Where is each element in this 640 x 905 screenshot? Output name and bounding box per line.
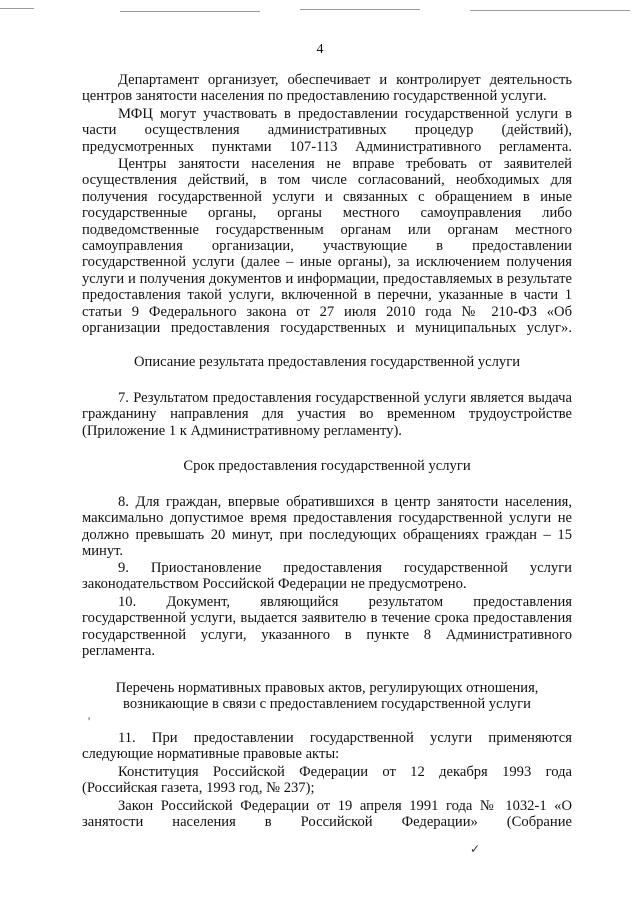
scan-artifact-line xyxy=(470,10,630,11)
heading-acts-line1: Перечень нормативных правовых актов, регулирующих отношения, xyxy=(115,680,539,696)
scan-artifact-line xyxy=(120,11,260,12)
heading-term: Срок предоставления государственной услуги xyxy=(183,458,471,474)
scan-artifact-line xyxy=(300,9,420,10)
paragraph-department: Департамент организует, обеспечивает и контролирует деятельность центров занятости населения по предоставлению государственной услуги. xyxy=(82,72,572,105)
heading-result: Описание результата предоставления государственной услуги xyxy=(133,354,521,370)
page-number: 4 xyxy=(316,42,324,57)
stray-mark: ' xyxy=(88,714,91,728)
paragraph-11: 11. При предоставлении государственной услуги применяются следующие нормативные правовые акты: xyxy=(82,730,572,763)
paragraph-8: 8. Для граждан, впервые обратившихся в центр занятости населения, максимально допустимое время предоставления государственной услуги не должно превышать 20 минут, при последующих обращениях граждан – 15 минут. xyxy=(82,494,572,560)
paragraph-9: 9. Приостановление предоставления государственной услуги законодательством Российской Федерации не предусмотрено. xyxy=(82,560,572,593)
paragraph-10: 10. Документ, являющийся результатом предоставления государственной услуги, выдается заявителю в течение срока предоставления государственной услуги, указанного в пункте 8 Административного регламента. xyxy=(82,594,572,660)
heading-acts-line2: возникающие в связи с предоставлением государственной услуги xyxy=(123,696,531,712)
paragraph-employment-centers: Центры занятости населения не вправе требовать от заявителей осуществления действий, в том числе согласований, необходимых для получения государственной услуги и связанных с обращением в иные государственные органы, органы местного самоуправления либо подведомственные государственным органам или органам местного самоуправления организации, участвующие в предоставлении государственной услуги (далее – иные органы), за исключением получения услуги и получения документов и информации, предоставляемых в результате предоставления такой услуги, включенной в перечни, указанные в части 1 статьи 9 Федерального закона от 27 июля 2010 года № 210-ФЗ «Об организации предоставления государственных и муниципальных услуг». xyxy=(82,156,572,337)
paragraph-employment-law: Закон Российской Федерации от 19 апреля 1991 года № 1032-1 «О занятости населения в Российской Федерации» (Собрание xyxy=(82,798,572,831)
stray-mark: ✓ xyxy=(470,842,481,856)
paragraph-mfc: МФЦ могут участвовать в предоставлении государственной услуги в части осуществления административных процедур (действий), предусмотренных пунктами 107-113 Административного регламента. xyxy=(82,106,572,155)
scan-artifact-line xyxy=(0,8,34,9)
paragraph-constitution: Конституция Российской Федерации от 12 декабря 1993 года (Российская газета, 1993 год, № 237); xyxy=(82,764,572,797)
paragraph-7: 7. Результатом предоставления государственной услуги является выдача гражданину направления для участия во временном трудоустройстве (Приложение 1 к Административному регламенту). xyxy=(82,390,572,439)
